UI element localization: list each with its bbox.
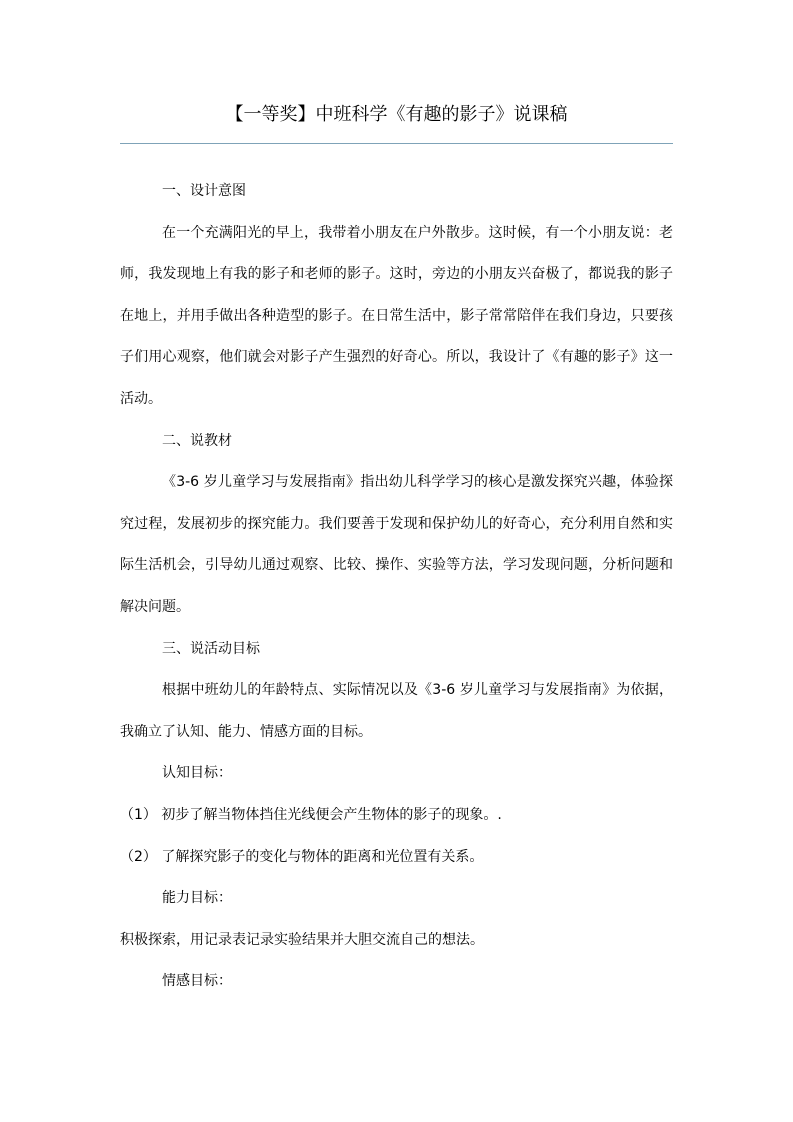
cognitive-goal-item-1: （1） 初步了解当物体挡住光线便会产生物体的影子的现象。. — [120, 806, 502, 823]
section-heading-design-intent: 一、设计意图 — [162, 183, 246, 199]
document-title: 【一等奖】中班科学《有趣的影子》说课稿 — [225, 104, 568, 125]
subheading-cognitive-goals: 认知目标： — [162, 765, 232, 782]
document-body — [120, 171, 673, 1003]
paragraph-activity-goals: 根据中班幼儿的年龄特点、实际情况以及《3-6 岁儿童学习与发展指南》为依据，我确立了认知、能力、情感方面的目标。 — [120, 682, 673, 740]
ability-goal-text: 积极探索，用记录表记录实验结果并大胆交流自己的想法。 — [120, 931, 484, 948]
section-heading-teaching-material: 二、说教材 — [162, 432, 232, 449]
subheading-ability-goals: 能力目标： — [162, 890, 232, 907]
paragraph-design-intent: 在一个充满阳光的早上，我带着小朋友在户外散步。这时候，有一个小朋友说：老师，我发现地上有我的影子和老师的影子。这时，旁边的小朋友兴奋极了，都说我的影子在地上，并用手做出各种造型的影子。在日常生活中，影子常常陪伴在我们身边，只要孩子们用心观察，他们就会对影子产生强烈的好奇心。所以，我设计了《有趣的影子》这一活动。 — [120, 224, 673, 407]
cognitive-goal-item-2: （2） 了解探究影子的变化与物体的距离和光位置有关系。 — [120, 848, 484, 865]
title-divider — [120, 143, 673, 144]
section-heading-activity-goals: 三、说活动目标 — [162, 640, 260, 657]
paragraph-teaching-material: 《3-6 岁儿童学习与发展指南》指出幼儿科学学习的核心是激发探究兴趣，体验探究过程，发展初步的探究能力。我们要善于发现和保护幼儿的好奇心，充分利用自然和实际生活机会，引导幼儿通过观察、比较、操作、实验等方法，学习发现问题，分析问题和解决问题。 — [120, 474, 673, 615]
subheading-emotional-goals: 情感目标： — [162, 973, 232, 990]
